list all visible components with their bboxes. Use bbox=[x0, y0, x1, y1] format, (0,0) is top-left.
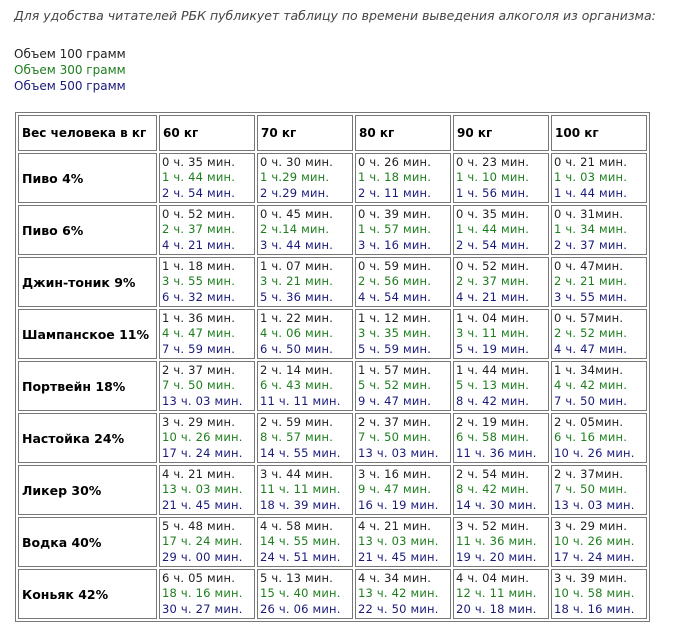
time-300g: 15 ч. 40 мин. bbox=[260, 586, 341, 601]
time-100g: 2 ч. 14 мин. bbox=[260, 363, 334, 378]
time-100g: 0 ч. 26 мин. bbox=[358, 155, 432, 170]
time-100g: 0 ч. 47мин. bbox=[554, 259, 624, 274]
time-cell bbox=[355, 309, 451, 359]
time-100g: 3 ч. 39 мин. bbox=[554, 571, 628, 586]
time-cell bbox=[257, 309, 353, 359]
time-100g: 3 ч. 29 мин. bbox=[162, 415, 236, 430]
weight-header: 90 кг bbox=[453, 115, 549, 151]
time-500g: 17 ч. 24 мин. bbox=[554, 549, 635, 564]
time-500g: 3 ч. 16 мин. bbox=[358, 237, 432, 252]
time-100g: 1 ч. 44 мин. bbox=[456, 363, 530, 378]
time-500g: 18 ч. 39 мин. bbox=[260, 497, 341, 512]
time-500g: 3 ч. 55 мин. bbox=[554, 289, 628, 304]
alcohol-elimination-table bbox=[15, 112, 650, 622]
time-500g: 5 ч. 59 мин. bbox=[358, 341, 432, 356]
time-500g: 11 ч. 11 мин. bbox=[260, 393, 341, 408]
weight-header: 70 кг bbox=[257, 115, 353, 151]
time-cell bbox=[551, 517, 647, 567]
time-cell bbox=[551, 205, 647, 255]
time-100g: 0 ч. 31мин. bbox=[554, 207, 624, 222]
time-300g: 2 ч. 37 мин. bbox=[456, 274, 530, 289]
time-100g: 1 ч. 07 мин. bbox=[260, 259, 334, 274]
drink-name: Водка 40% bbox=[18, 517, 157, 567]
time-500g: 2 ч. 11 мин. bbox=[358, 185, 432, 200]
time-500g: 2 ч. 54 мин. bbox=[456, 237, 530, 252]
time-300g: 1 ч. 44 мин. bbox=[456, 222, 530, 237]
time-cell bbox=[453, 153, 549, 203]
time-500g: 21 ч. 45 мин. bbox=[162, 497, 243, 512]
time-300g: 9 ч. 47 мин. bbox=[358, 482, 432, 497]
time-300g: 11 ч. 11 мин. bbox=[260, 482, 341, 497]
time-100g: 0 ч. 52 мин. bbox=[456, 259, 530, 274]
time-100g: 4 ч. 21 мин. bbox=[358, 519, 432, 534]
time-100g: 2 ч. 37мин. bbox=[554, 467, 624, 482]
time-100g: 4 ч. 21 мин. bbox=[162, 467, 236, 482]
drink-name: Коньяк 42% bbox=[18, 569, 157, 619]
time-300g: 2 ч. 37 мин. bbox=[162, 222, 236, 237]
table-row bbox=[18, 153, 647, 203]
drink-name: Настойка 24% bbox=[18, 413, 157, 463]
time-100g: 1 ч. 57 мин. bbox=[358, 363, 432, 378]
time-300g: 3 ч. 35 мин. bbox=[358, 326, 432, 341]
time-500g: 4 ч. 54 мин. bbox=[358, 289, 432, 304]
time-cell bbox=[257, 517, 353, 567]
time-300g: 3 ч. 55 мин. bbox=[162, 274, 236, 289]
table-row bbox=[18, 257, 647, 307]
drink-name: Пиво 4% bbox=[18, 153, 157, 203]
weight-header: 60 кг bbox=[159, 115, 255, 151]
time-cell bbox=[453, 569, 549, 619]
time-100g: 1 ч. 22 мин. bbox=[260, 311, 334, 326]
time-100g: 0 ч. 21 мин. bbox=[554, 155, 628, 170]
time-100g: 1 ч. 18 мин. bbox=[162, 259, 236, 274]
time-500g: 18 ч. 16 мин. bbox=[554, 601, 635, 616]
time-cell bbox=[551, 309, 647, 359]
time-cell bbox=[355, 465, 451, 515]
time-500g: 4 ч. 21 мин. bbox=[162, 237, 236, 252]
time-100g: 0 ч. 35 мин. bbox=[456, 207, 530, 222]
time-100g: 0 ч. 23 мин. bbox=[456, 155, 530, 170]
legend-100g: Объем 100 грамм bbox=[14, 47, 126, 61]
time-500g: 7 ч. 50 мин. bbox=[554, 393, 628, 408]
time-cell bbox=[551, 257, 647, 307]
time-500g: 13 ч. 03 мин. bbox=[162, 393, 243, 408]
time-300g: 13 ч. 03 мин. bbox=[358, 534, 439, 549]
time-100g: 0 ч. 35 мин. bbox=[162, 155, 236, 170]
time-cell bbox=[257, 413, 353, 463]
time-100g: 1 ч. 04 мин. bbox=[456, 311, 530, 326]
time-cell bbox=[453, 257, 549, 307]
time-500g: 22 ч. 50 мин. bbox=[358, 601, 439, 616]
time-cell bbox=[257, 465, 353, 515]
time-500g: 21 ч. 45 мин. bbox=[358, 549, 439, 564]
time-cell bbox=[453, 517, 549, 567]
time-500g: 14 ч. 55 мин. bbox=[260, 445, 341, 460]
time-cell bbox=[355, 413, 451, 463]
table-row bbox=[18, 205, 647, 255]
time-300g: 10 ч. 26 мин. bbox=[554, 534, 635, 549]
time-cell bbox=[355, 153, 451, 203]
time-300g: 11 ч. 36 мин. bbox=[456, 534, 537, 549]
time-cell bbox=[355, 517, 451, 567]
time-500g: 11 ч. 36 мин. bbox=[456, 445, 537, 460]
time-300g: 17 ч. 24 мин. bbox=[162, 534, 243, 549]
time-cell bbox=[551, 413, 647, 463]
time-cell bbox=[551, 465, 647, 515]
time-500g: 6 ч. 50 мин. bbox=[260, 341, 334, 356]
time-100g: 3 ч. 44 мин. bbox=[260, 467, 334, 482]
time-500g: 9 ч. 47 мин. bbox=[358, 393, 432, 408]
time-300g: 3 ч. 21 мин. bbox=[260, 274, 334, 289]
time-300g: 1 ч. 18 мин. bbox=[358, 170, 432, 185]
time-cell bbox=[453, 309, 549, 359]
time-300g: 13 ч. 03 мин. bbox=[162, 482, 243, 497]
time-100g: 0 ч. 52 мин. bbox=[162, 207, 236, 222]
time-100g: 0 ч. 30 мин. bbox=[260, 155, 334, 170]
time-cell bbox=[355, 361, 451, 411]
time-100g: 2 ч. 54 мин. bbox=[456, 467, 530, 482]
time-500g: 4 ч. 47 мин. bbox=[554, 341, 628, 356]
time-300g: 1 ч. 57 мин. bbox=[358, 222, 432, 237]
drink-name: Джин-тоник 9% bbox=[18, 257, 157, 307]
time-cell bbox=[159, 361, 255, 411]
time-100g: 2 ч. 59 мин. bbox=[260, 415, 334, 430]
time-300g: 6 ч. 43 мин. bbox=[260, 378, 334, 393]
time-300g: 18 ч. 16 мин. bbox=[162, 586, 243, 601]
time-500g: 1 ч. 56 мин. bbox=[456, 185, 530, 200]
time-300g: 2 ч. 56 мин. bbox=[358, 274, 432, 289]
time-500g: 8 ч. 42 мин. bbox=[456, 393, 530, 408]
time-100g: 3 ч. 16 мин. bbox=[358, 467, 432, 482]
time-100g: 5 ч. 13 мин. bbox=[260, 571, 334, 586]
time-cell bbox=[551, 361, 647, 411]
time-500g: 4 ч. 21 мин. bbox=[456, 289, 530, 304]
table-row bbox=[18, 517, 647, 567]
time-100g: 4 ч. 58 мин. bbox=[260, 519, 334, 534]
time-300g: 14 ч. 55 мин. bbox=[260, 534, 341, 549]
time-500g: 17 ч. 24 мин. bbox=[162, 445, 243, 460]
time-300g: 7 ч. 50 мин. bbox=[162, 378, 236, 393]
time-300g: 2 ч. 21 мин. bbox=[554, 274, 628, 289]
time-cell bbox=[257, 361, 353, 411]
time-500g: 29 ч. 00 мин. bbox=[162, 549, 243, 564]
time-300g: 10 ч. 58 мин. bbox=[554, 586, 635, 601]
time-500g: 13 ч. 03 мин. bbox=[358, 445, 439, 460]
time-cell bbox=[257, 205, 353, 255]
time-500g: 1 ч. 44 мин. bbox=[554, 185, 628, 200]
time-cell bbox=[355, 569, 451, 619]
time-300g: 5 ч. 52 мин. bbox=[358, 378, 432, 393]
time-300g: 1 ч. 44 мин. bbox=[162, 170, 236, 185]
time-500g: 20 ч. 18 мин. bbox=[456, 601, 537, 616]
time-100g: 2 ч. 37 мин. bbox=[162, 363, 236, 378]
time-300g: 4 ч. 06 мин. bbox=[260, 326, 334, 341]
time-cell bbox=[453, 465, 549, 515]
time-500g: 13 ч. 03 мин. bbox=[554, 497, 635, 512]
time-500g: 5 ч. 19 мин. bbox=[456, 341, 530, 356]
time-500g: 5 ч. 36 мин. bbox=[260, 289, 334, 304]
time-300g: 10 ч. 26 мин. bbox=[162, 430, 243, 445]
time-500g: 7 ч. 59 мин. bbox=[162, 341, 236, 356]
time-100g: 6 ч. 05 мин. bbox=[162, 571, 236, 586]
time-cell bbox=[159, 569, 255, 619]
time-300g: 8 ч. 57 мин. bbox=[260, 430, 334, 445]
time-500g: 16 ч. 19 мин. bbox=[358, 497, 439, 512]
drink-name: Ликер 30% bbox=[18, 465, 157, 515]
time-cell bbox=[551, 569, 647, 619]
time-cell bbox=[159, 153, 255, 203]
time-300g: 7 ч. 50 мин. bbox=[358, 430, 432, 445]
weight-header: 80 кг bbox=[355, 115, 451, 151]
time-100g: 0 ч. 45 мин. bbox=[260, 207, 334, 222]
time-500g: 6 ч. 32 мин. bbox=[162, 289, 236, 304]
time-300g: 7 ч. 50 мин. bbox=[554, 482, 628, 497]
time-cell bbox=[355, 205, 451, 255]
time-100g: 5 ч. 48 мин. bbox=[162, 519, 236, 534]
table-row bbox=[18, 465, 647, 515]
time-500g: 2 ч.29 мин. bbox=[260, 185, 330, 200]
time-100g: 0 ч. 59 мин. bbox=[358, 259, 432, 274]
legend-500g: Объем 500 грамм bbox=[14, 79, 126, 93]
table-row bbox=[18, 413, 647, 463]
time-100g: 2 ч. 37 мин. bbox=[358, 415, 432, 430]
time-cell bbox=[355, 257, 451, 307]
time-300g: 2 ч.14 мин. bbox=[260, 222, 330, 237]
intro-text: Для удобства читателей РБК публикует таблицу по времени выведения алкоголя из организма: bbox=[14, 8, 656, 23]
time-500g: 26 ч. 06 мин. bbox=[260, 601, 341, 616]
table-row bbox=[18, 361, 647, 411]
time-cell bbox=[257, 257, 353, 307]
time-500g: 30 ч. 27 мин. bbox=[162, 601, 243, 616]
legend-300g: Объем 300 грамм bbox=[14, 63, 126, 77]
time-300g: 2 ч. 52 мин. bbox=[554, 326, 628, 341]
time-100g: 1 ч. 12 мин. bbox=[358, 311, 432, 326]
time-100g: 3 ч. 29 мин. bbox=[554, 519, 628, 534]
time-500g: 19 ч. 20 мин. bbox=[456, 549, 537, 564]
drink-name: Портвейн 18% bbox=[18, 361, 157, 411]
time-cell bbox=[159, 309, 255, 359]
time-cell bbox=[551, 153, 647, 203]
time-cell bbox=[159, 205, 255, 255]
time-300g: 13 ч. 42 мин. bbox=[358, 586, 439, 601]
time-300g: 5 ч. 13 мин. bbox=[456, 378, 530, 393]
table-row bbox=[18, 569, 647, 619]
time-500g: 10 ч. 26 мин. bbox=[554, 445, 635, 460]
time-100g: 1 ч. 36 мин. bbox=[162, 311, 236, 326]
header-row bbox=[18, 115, 647, 151]
time-300g: 1 ч.29 мин. bbox=[260, 170, 330, 185]
time-100g: 4 ч. 04 мин. bbox=[456, 571, 530, 586]
time-300g: 6 ч. 16 мин. bbox=[554, 430, 628, 445]
volume-legend bbox=[14, 46, 126, 94]
time-cell bbox=[159, 465, 255, 515]
time-100g: 1 ч. 34мин. bbox=[554, 363, 624, 378]
weight-header: 100 кг bbox=[551, 115, 647, 151]
time-100g: 2 ч. 19 мин. bbox=[456, 415, 530, 430]
time-cell bbox=[159, 413, 255, 463]
time-500g: 2 ч. 54 мин. bbox=[162, 185, 236, 200]
time-cell bbox=[453, 361, 549, 411]
time-300g: 4 ч. 42 мин. bbox=[554, 378, 628, 393]
time-100g: 0 ч. 39 мин. bbox=[358, 207, 432, 222]
time-300g: 4 ч. 47 мин. bbox=[162, 326, 236, 341]
time-cell bbox=[159, 257, 255, 307]
drink-name: Шампанское 11% bbox=[18, 309, 157, 359]
time-500g: 3 ч. 44 мин. bbox=[260, 237, 334, 252]
time-300g: 1 ч. 10 мин. bbox=[456, 170, 530, 185]
time-300g: 3 ч. 11 мин. bbox=[456, 326, 530, 341]
time-cell bbox=[257, 569, 353, 619]
time-500g: 24 ч. 51 мин. bbox=[260, 549, 341, 564]
time-cell bbox=[453, 413, 549, 463]
time-100g: 2 ч. 05мин. bbox=[554, 415, 624, 430]
time-300g: 1 ч. 34 мин. bbox=[554, 222, 628, 237]
time-100g: 4 ч. 34 мин. bbox=[358, 571, 432, 586]
time-500g: 2 ч. 37 мин. bbox=[554, 237, 628, 252]
time-100g: 0 ч. 57мин. bbox=[554, 311, 624, 326]
time-500g: 14 ч. 30 мин. bbox=[456, 497, 537, 512]
time-300g: 12 ч. 11 мин. bbox=[456, 586, 537, 601]
time-cell bbox=[257, 153, 353, 203]
time-100g: 3 ч. 52 мин. bbox=[456, 519, 530, 534]
time-cell bbox=[159, 517, 255, 567]
time-cell bbox=[453, 205, 549, 255]
drink-name: Пиво 6% bbox=[18, 205, 157, 255]
table-row bbox=[18, 309, 647, 359]
time-300g: 6 ч. 58 мин. bbox=[456, 430, 530, 445]
time-300g: 8 ч. 42 мин. bbox=[456, 482, 530, 497]
corner-header: Вес человека в кг bbox=[18, 115, 157, 151]
time-300g: 1 ч. 03 мин. bbox=[554, 170, 628, 185]
